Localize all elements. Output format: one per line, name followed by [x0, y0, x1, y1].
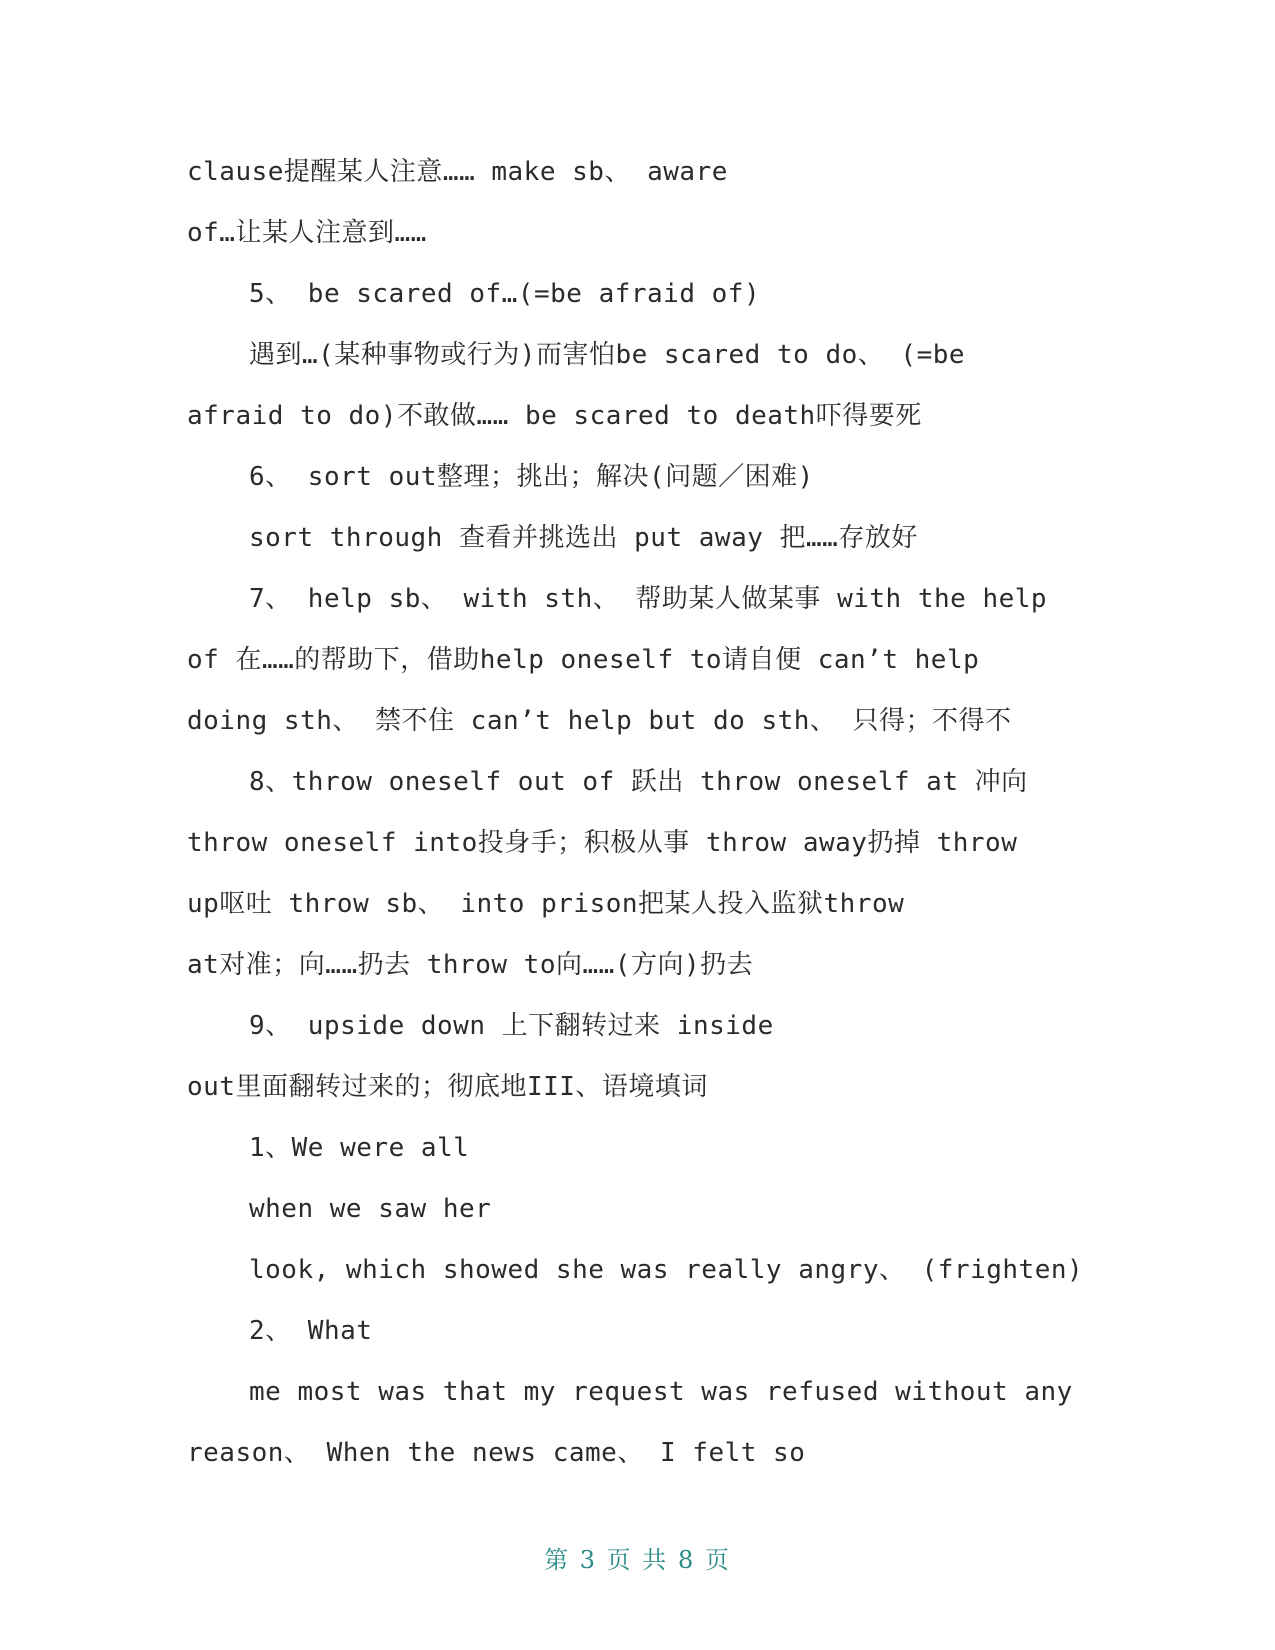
- text-line: 9、 upside down 上下翻转过来 inside: [249, 1011, 774, 1041]
- text-line: of 在……的帮助下，借助help oneself to请自便 can’t help: [187, 645, 980, 675]
- text-line: afraid to do)不敢做…… be scared to death吓得要死: [187, 401, 922, 431]
- text-line: look, which showed she was really angry、 (frighten): [249, 1255, 1084, 1285]
- text-line: 2、 What: [249, 1316, 373, 1346]
- text-line: 5、 be scared of…(=be afraid of): [249, 279, 761, 309]
- text-line: of…让某人注意到……: [187, 218, 427, 248]
- text-line: clause提醒某人注意…… make sb、 aware: [187, 157, 728, 187]
- text-line: 6、 sort out整理；挑出；解决(问题／困难): [249, 462, 814, 492]
- text-line: me most was that my request was refused without any: [249, 1377, 1073, 1407]
- document-body: [187, 142, 1087, 1484]
- text-line: up呕吐 throw sb、 into prison把某人投入监狱throw: [187, 889, 905, 919]
- text-line: out里面翻转过来的；彻底地III、语境填词: [187, 1072, 708, 1102]
- text-line: sort through 查看并挑选出 put away 把……存放好: [249, 523, 918, 553]
- text-line: when we saw her: [249, 1194, 492, 1224]
- page-number-footer: 第 3 页 共 8 页: [544, 1546, 731, 1574]
- text-line: throw oneself into投身手；积极从事 throw away扔掉 throw: [187, 828, 1018, 858]
- text-line: reason、 When the news came、 I felt so: [187, 1438, 806, 1468]
- text-line: at对准；向……扔去 throw to向……(方向)扔去: [187, 950, 754, 980]
- text-line: 8、throw oneself out of 跃出 throw oneself at 冲向: [249, 767, 1028, 797]
- text-line: 7、 help sb、 with sth、 帮助某人做某事 with the help: [249, 584, 1048, 614]
- text-line: doing sth、 禁不住 can’t help but do sth、 只得；不得不: [187, 706, 1012, 736]
- text-line: 1、We were all: [249, 1133, 470, 1163]
- text-line: 遇到…(某种事物或行为)而害怕be scared to do、 (=be: [249, 340, 966, 370]
